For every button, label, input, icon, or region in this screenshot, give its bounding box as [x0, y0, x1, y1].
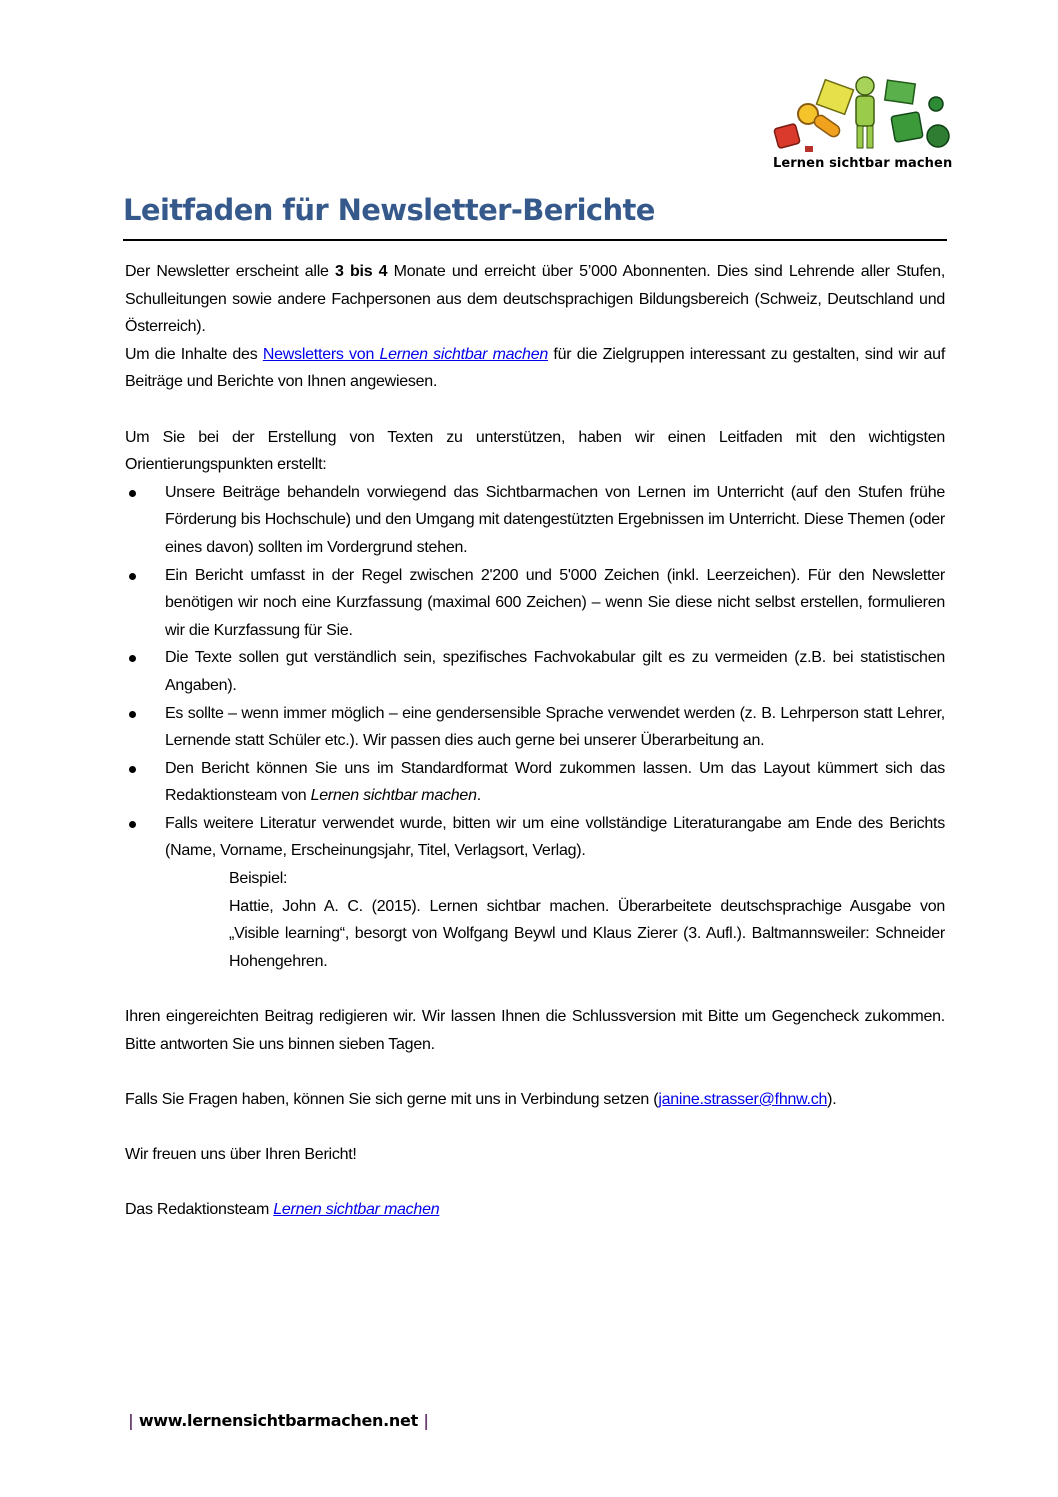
list-item: [125, 644, 945, 699]
list-item-text-end: .: [476, 787, 481, 805]
signature-link-text: Lernen sichtbar machen: [273, 1201, 440, 1219]
bullet-icon: [129, 490, 136, 497]
list-item-text: Ein Bericht umfasst in der Regel zwischen 2'200 und 5'000 Zeichen (inkl. Leerzeichen). Für den Newsletter benötigen wir noch eine Kurzfassung (maximal 600 Zeichen) – wenn Sie diese nicht selbst erstellen, formulieren wir die Kurzfassung für Sie.: [165, 566, 945, 639]
list-item-text: Die Texte sollen gut verständlich sein, spezifisches Fachvokabular gilt es zu vermeiden (z.B. bei statistischen Angaben).: [165, 649, 945, 694]
document-body: [125, 258, 945, 1224]
list-item: [125, 810, 945, 976]
spacer: [125, 975, 945, 1003]
list-item: [125, 562, 945, 645]
example-citation: Hattie, John A. C. (2015). Lernen sichtbar machen. Überarbeitete deutschsprachige Ausgabe von „Visible learning“, besorgt von Wolfgang Beywl und Klaus Zierer (3. Aufl.). Baltmannsweiler: Schneider Hohengehren.: [229, 897, 945, 970]
contact-text-end: ).: [827, 1090, 837, 1108]
signature-text: Das Redaktionsteam: [125, 1201, 274, 1219]
contact-text: Falls Sie Fragen haben, können Sie sich gerne mit uns in Verbindung setzen (: [125, 1090, 659, 1108]
bullet-icon: [129, 655, 136, 662]
spacer: [125, 1113, 945, 1141]
footer-separator-right: |: [423, 1411, 429, 1430]
intro-text-cont: Monate und erreicht über 5’000 Abonnenten. Dies sind Lehrende aller Stufen, Schulleitungen sowie andere Fachpersonen aus dem deutschsprachigen Bildungsbereich (Schweiz, Deutschland und Österreich).: [125, 263, 946, 336]
page-footer: [128, 1411, 429, 1430]
bullet-icon: [129, 711, 136, 718]
footer-separator-left: |: [128, 1411, 134, 1430]
guidelines-list: [125, 479, 945, 976]
bullet-icon: [129, 766, 136, 773]
newsletter-link-text: Newsletters von: [262, 345, 380, 363]
intro2-text-cont: für die Zielgruppen interessant zu gestalten, sind wir auf Beiträge und Berichte von Ihnen angewiesen.: [125, 345, 946, 391]
list-item: [125, 755, 945, 810]
title-divider: [123, 239, 947, 241]
list-item: [125, 700, 945, 755]
list-item-text: Unsere Beiträge behandeln vorwiegend das Sichtbarmachen von Lernen im Unterricht (auf den Stufen frühe Förderung bis Hochschule) und den Umgang mit datengestützten Ergebnissen im Unterricht. Diese Themen (oder eines davon) sollten im Vordergrund stehen.: [165, 483, 945, 556]
signature: [125, 1196, 945, 1224]
email-link[interactable]: janine.strasser@fhnw.ch: [658, 1090, 828, 1108]
review-paragraph: Ihren eingereichten Beitrag redigieren wir. Wir lassen Ihnen die Schlussversion mit Bitte um Gegencheck zukommen. Bitte antworten Sie uns binnen sieben Tagen.: [125, 1008, 945, 1053]
list-item-italic: Lernen sichtbar machen: [310, 787, 477, 805]
closing-line: Wir freuen uns über Ihren Bericht!: [125, 1146, 357, 1163]
logo-illustration-icon: [768, 74, 958, 156]
contact-paragraph: [125, 1086, 945, 1114]
spacer: [125, 1169, 945, 1197]
newsletter-link[interactable]: [263, 346, 548, 363]
list-item-text: Falls weitere Literatur verwendet wurde, bitten wir um eine vollständige Literaturangabe am Ende des Berichts (Name, Vorname, Erscheinungsjahr, Titel, Verlagsort, Verlag).: [165, 814, 945, 860]
newsletter-link-italic: Lernen sichtbar machen: [379, 345, 549, 363]
frequency-bold: 3 bis 4: [335, 263, 388, 280]
spacer: [125, 396, 945, 424]
guide-intro: Um Sie bei der Erstellung von Texten zu unterstützen, haben wir einen Leitfaden mit den wichtigsten Orientierungspunkten erstellt:: [125, 428, 945, 474]
signature-link[interactable]: [273, 1201, 439, 1218]
intro-paragraph: [125, 258, 945, 341]
intro-text: Der Newsletter erscheint alle: [125, 263, 335, 280]
list-item-text: Den Bericht können Sie uns im Standardformat Word zukommen lassen. Um das Layout kümmert sich das Redaktionsteam von: [165, 759, 945, 805]
list-item-text: Es sollte – wenn immer möglich – eine gendersensible Sprache verwendet werden (z. B. Lehrperson statt Lehrer, Lernende statt Schüler etc.). Wir passen dies auch gerne bei unserer Überarbeitung an.: [165, 704, 945, 750]
citation-example: [165, 865, 945, 975]
logo-caption: Lernen sichtbar machen: [773, 156, 953, 171]
bullet-icon: [129, 573, 136, 580]
footer-website-url: www.lernensichtbarmachen.net: [138, 1411, 418, 1430]
intro2-text: Um die Inhalte des: [125, 345, 263, 363]
list-item: [125, 479, 945, 562]
example-label: Beispiel:: [229, 870, 288, 888]
intro-paragraph-2: [125, 341, 945, 396]
spacer: [125, 1058, 945, 1086]
bullet-icon: [129, 821, 136, 828]
page-title: Leitfaden für Newsletter-Berichte: [123, 193, 655, 227]
